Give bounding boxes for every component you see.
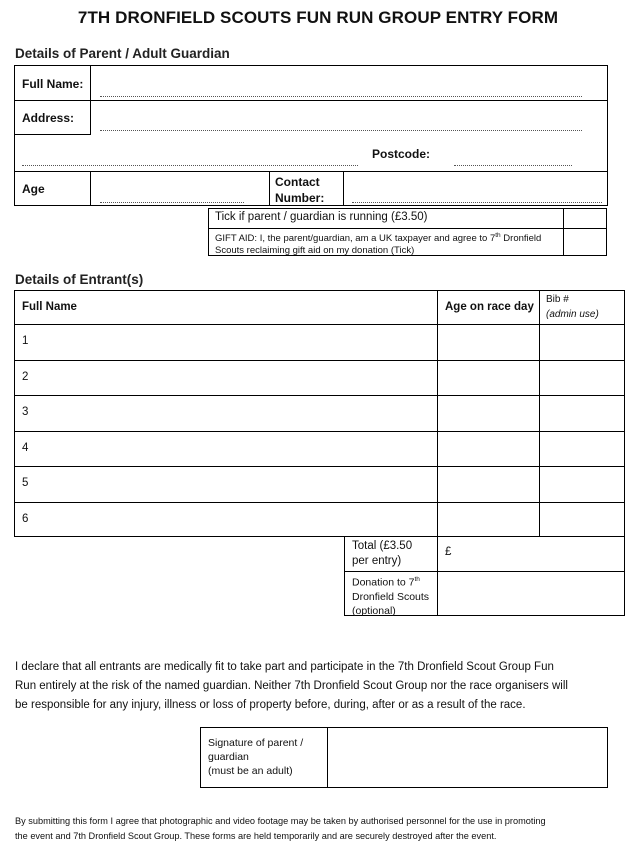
entrant-row-number: 1	[22, 335, 29, 347]
divider	[90, 171, 91, 206]
gift-aid-label	[215, 230, 541, 257]
entrant-name-field[interactable]	[34, 396, 436, 430]
entrant-row-number: 6	[22, 513, 29, 525]
declaration-line3: be responsible for any injury, illness or loss of property before, during, after or as a result of the race.	[15, 699, 526, 711]
entrants-section-title: Details of Entrant(s)	[15, 272, 144, 287]
entrant-age-field[interactable]	[438, 396, 538, 430]
footer-notice	[15, 814, 546, 844]
dotted-line	[100, 130, 582, 131]
entrant-bib-field[interactable]	[540, 467, 624, 501]
divider	[14, 100, 608, 101]
dotted-line	[352, 202, 602, 203]
entrant-age-field[interactable]	[438, 361, 538, 395]
declaration-line1: I declare that all entrants are medically fit to take part and participate in the 7th Dronfield Scout Group Fun	[15, 661, 554, 673]
entrant-name-field[interactable]	[34, 361, 436, 395]
entrant-bib-field[interactable]	[540, 396, 624, 430]
full-name-label: Full Name:	[22, 77, 84, 91]
entrant-bib-field[interactable]	[540, 503, 624, 537]
divider	[208, 228, 607, 229]
signature-label-line3: (must be an adult)	[208, 765, 293, 777]
col-age-on-race-day: Age on race day	[445, 301, 534, 313]
age-label: Age	[22, 182, 45, 196]
donation-label-text: Donation to 7	[352, 576, 415, 589]
entrant-bib-field[interactable]	[540, 432, 624, 466]
gift-aid-text: GIFT AID: I, the parent/guardian, am a UK taxpayer and agree to 7	[215, 233, 496, 245]
signature-label-line1: Signature of parent /	[208, 737, 304, 749]
superscript: th	[495, 232, 501, 239]
guardian-address-line2-field[interactable]	[22, 150, 358, 166]
total-amount-field[interactable]	[438, 537, 624, 571]
dotted-line	[454, 165, 572, 166]
declaration-text	[15, 658, 568, 715]
gift-aid-text: Dronfield	[500, 233, 542, 245]
entrant-row-number: 4	[22, 442, 29, 454]
entrant-row-number: 3	[22, 406, 29, 418]
currency-symbol: £	[445, 546, 452, 558]
footer-line2: the event and 7th Dronfield Scout Group. These forms are held temporarily and are securely destroyed after the event.	[15, 831, 497, 841]
guardian-section-title: Details of Parent / Adult Guardian	[15, 46, 230, 61]
running-tick-checkbox[interactable]	[564, 209, 606, 228]
signature-label-line2: guardian	[208, 751, 249, 763]
divider	[14, 134, 91, 135]
entrant-name-field[interactable]	[34, 432, 436, 466]
entrant-name-field[interactable]	[34, 467, 436, 501]
donation-amount-field[interactable]	[438, 572, 624, 615]
gift-aid-text-line2: Scouts reclaiming gift aid on my donation (Tick)	[215, 245, 415, 257]
dotted-line	[22, 165, 358, 166]
divider	[90, 65, 91, 135]
entrant-name-field[interactable]	[34, 503, 436, 537]
entrant-age-field[interactable]	[438, 325, 538, 359]
entrant-bib-field[interactable]	[540, 361, 624, 395]
dotted-line	[100, 96, 582, 97]
divider	[343, 171, 344, 206]
total-label-line2: per entry)	[352, 555, 402, 567]
donation-label-line2: Dronfield Scouts	[352, 590, 430, 603]
contact-number-label	[275, 174, 324, 206]
superscript: th	[414, 576, 420, 583]
entrant-bib-field[interactable]	[540, 325, 624, 359]
guardian-postcode-field[interactable]	[454, 150, 572, 166]
entrant-age-field[interactable]	[438, 467, 538, 501]
guardian-contact-number-field[interactable]	[352, 187, 606, 203]
total-label-line1: Total (£3.50	[352, 540, 413, 552]
declaration-line2: Run entirely at the risk of the named guardian. Neither 7th Dronfield Scout Group nor the race organisers will	[15, 680, 568, 692]
contact-label-line2: Number:	[275, 191, 325, 205]
signature-field[interactable]	[328, 728, 607, 787]
total-label	[352, 539, 412, 569]
col-full-name: Full Name	[22, 301, 77, 313]
divider	[14, 171, 608, 172]
donation-label	[352, 573, 429, 618]
divider	[269, 171, 270, 206]
running-tick-label: Tick if parent / guardian is running (£3.50)	[215, 211, 428, 223]
entrant-name-field[interactable]	[34, 325, 436, 359]
entrant-age-field[interactable]	[438, 432, 538, 466]
guardian-address-field[interactable]	[100, 115, 582, 131]
gift-aid-checkbox[interactable]	[564, 229, 606, 255]
entrant-age-field[interactable]	[438, 503, 538, 537]
donation-label-line3: (optional)	[352, 604, 396, 617]
col-bib	[546, 292, 599, 322]
col-bib-label: Bib #	[546, 294, 569, 305]
form-title: 7TH DRONFIELD SCOUTS FUN RUN GROUP ENTRY FORM	[77, 8, 559, 27]
signature-label	[208, 736, 303, 778]
dotted-line	[100, 202, 244, 203]
footer-line1: By submitting this form I agree that photographic and video footage may be taken by authorised personnel for the use in promoting	[15, 816, 546, 826]
entrant-row-number: 5	[22, 477, 29, 489]
address-label: Address:	[22, 111, 75, 125]
entrant-row-number: 2	[22, 371, 29, 383]
postcode-label: Postcode:	[372, 147, 431, 161]
guardian-full-name-field[interactable]	[100, 81, 582, 97]
guardian-age-field[interactable]	[100, 187, 244, 203]
contact-label-line1: Contact	[275, 175, 320, 189]
col-bib-note: (admin use)	[546, 309, 599, 320]
